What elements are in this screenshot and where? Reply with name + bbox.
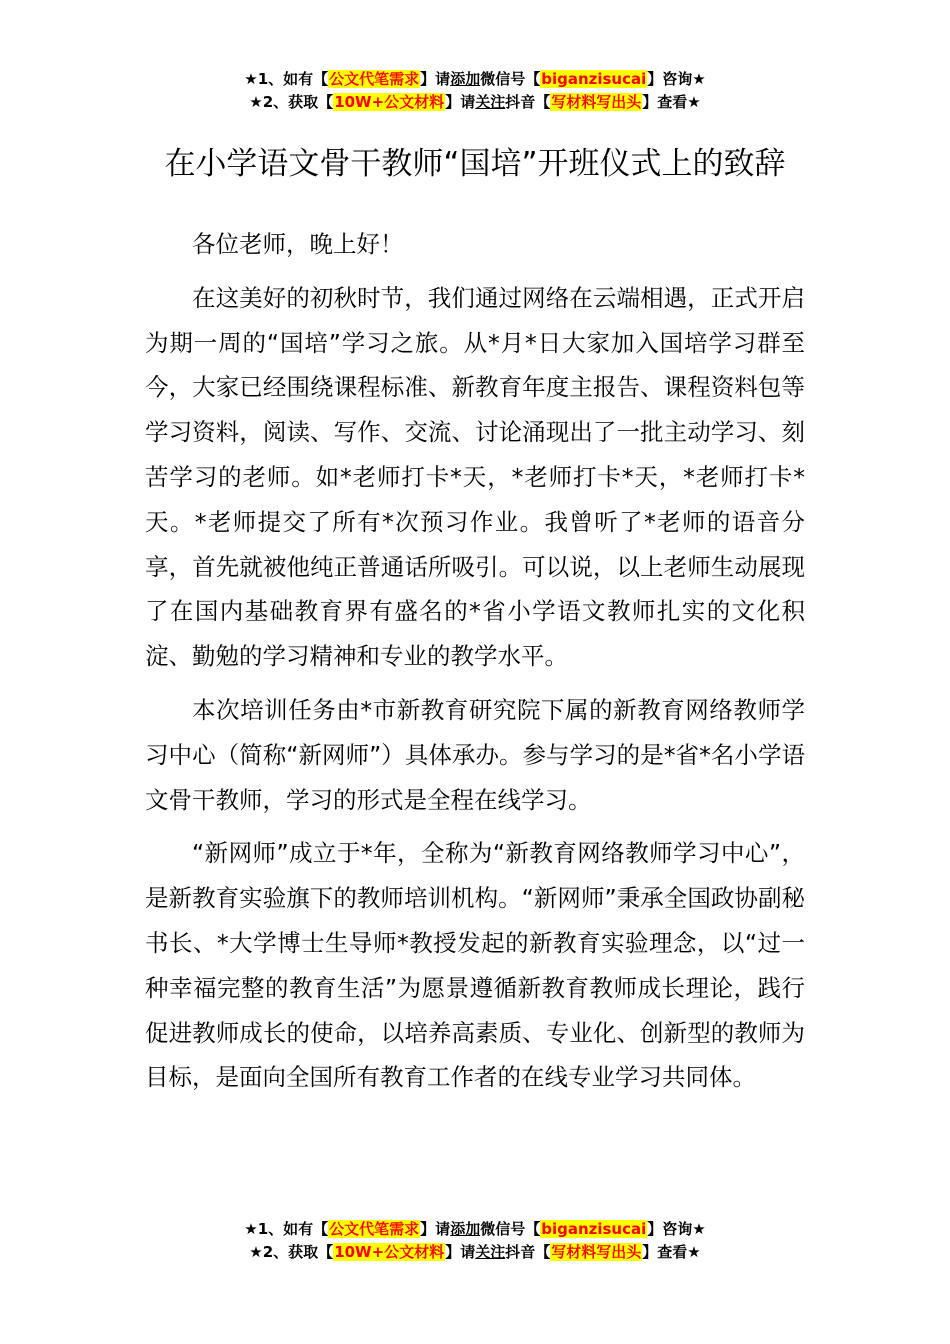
- banner-line-1: [0, 68, 950, 91]
- banner-text: 】请: [420, 70, 451, 88]
- banner-text: 微信号【: [480, 70, 541, 88]
- banner-underlined-text: 关注: [475, 1243, 506, 1261]
- banner-text: 】请: [445, 93, 476, 111]
- paragraph-greeting: 各位老师，晚上好！: [192, 230, 404, 258]
- highlight-wechat-id: biganzisucai: [541, 1220, 647, 1238]
- banner-text: 微信号【: [480, 1220, 541, 1238]
- banner-underlined-text: 添加: [450, 70, 481, 88]
- banner-underlined-text: 添加: [450, 1220, 481, 1238]
- banner-text: 】查看★: [642, 93, 701, 111]
- paragraph: 本次培训任务由*市新教育研究院下属的新教育网络教师学习中心（简称“新网师”）具体承办。参与学习的是*省*名小学语文骨干教师，学习的形式是全程在线学习。: [145, 695, 805, 814]
- banner-text: ★2、获取【: [249, 1243, 334, 1261]
- highlight-materials: 10W+公文材料: [334, 1243, 445, 1261]
- banner-text: 】查看★: [642, 1243, 701, 1261]
- highlight-service: 公文代笔需求: [329, 70, 420, 88]
- banner-line-1: [0, 1218, 950, 1241]
- document-body: [145, 222, 805, 1109]
- banner-text: ★2、获取【: [249, 93, 334, 111]
- paragraph: 在这美好的初秋时节，我们通过网络在云端相遇，正式开启为期一周的“国培”学习之旅。从*月*日大家加入国培学习群至今，大家已经围绕课程标准、新教育年度主报告、课程资料包等学习资料，阅读、写作、交流、讨论涌现出了一批主动学习、刻苦学习的老师。如*老师打卡*天，*老师打卡*天，*老师打卡*天。*老师提交了所有*次预习作业。我曾听了*老师的语音分享，首先就被他纯正普通话所吸引。可以说，以上老师生动展现了在国内基础教育界有盛名的*省小学语文教师扎实的文化积淀、勤勉的学习精神和专业的教学水平。: [145, 283, 805, 671]
- highlight-materials: 10W+公文材料: [334, 93, 445, 111]
- banner-text: 】请: [445, 1243, 476, 1261]
- highlight-douyin-account: 写材料写出头: [551, 1243, 642, 1261]
- banner-line-2: [0, 91, 950, 114]
- banner-text: 抖音【: [505, 93, 551, 111]
- bottom-banner: [0, 1218, 950, 1264]
- banner-text: ★1、如有【: [244, 70, 329, 88]
- banner-text: ★1、如有【: [244, 1220, 329, 1238]
- banner-line-2: [0, 1241, 950, 1264]
- banner-text: 】请: [420, 1220, 451, 1238]
- banner-underlined-text: 关注: [475, 93, 506, 111]
- banner-text: 抖音【: [505, 1243, 551, 1261]
- highlight-douyin-account: 写材料写出头: [551, 93, 642, 111]
- paragraph: “新网师”成立于*年，全称为“新教育网络教师学习中心”，是新教育实验旗下的教师培训机构。“新网师”秉承全国政协副秘书长、*大学博士生导师*教授发起的新教育实验理念，以“过一种幸福完整的教育生活”为愿景遵循新教育教师成长理论，践行促进教师成长的使命，以培养高素质、专业化、创新型的教师为目标，是面向全国所有教育工作者的在线专业学习共同体。: [145, 839, 805, 1092]
- highlight-service: 公文代笔需求: [329, 1220, 420, 1238]
- highlight-wechat-id: biganzisucai: [541, 70, 647, 88]
- top-banner: [0, 68, 950, 114]
- banner-text: 】咨询★: [647, 70, 706, 88]
- banner-text: 】咨询★: [647, 1220, 706, 1238]
- document-title: 在小学语文骨干教师“国培”开班仪式上的致辞: [164, 145, 786, 182]
